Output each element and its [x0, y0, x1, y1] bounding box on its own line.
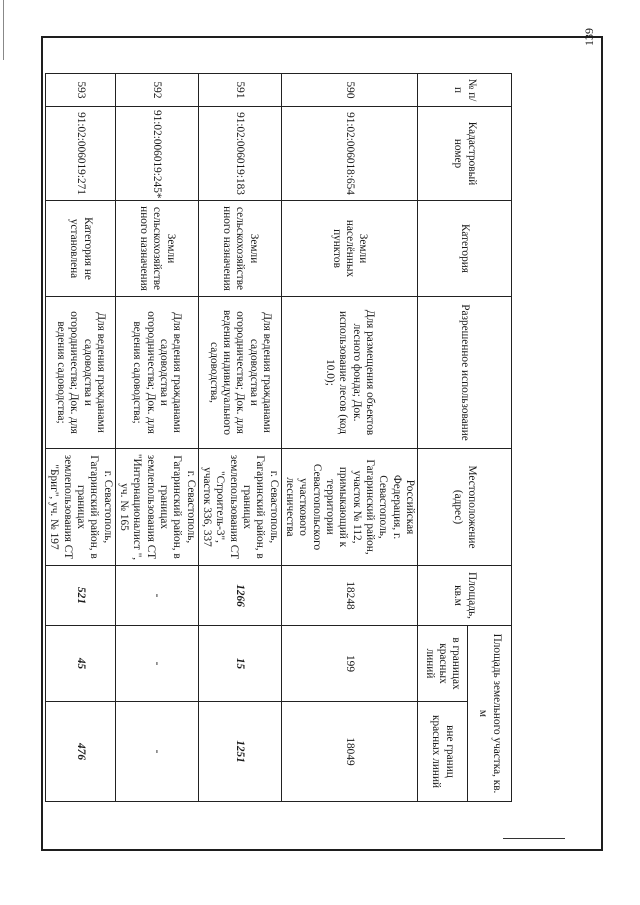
table-row	[281, 74, 417, 802]
land-plots-table	[45, 73, 512, 802]
cell-use: Для размещения объектов лесного фонда; Док. использование лесов (код 10.0);	[281, 297, 417, 449]
header-category: Категория	[418, 201, 512, 297]
cell-category: Земли населённых пунктов	[281, 201, 417, 297]
cell-inside: 199	[281, 626, 417, 702]
page-number: 139	[582, 28, 596, 46]
cell-category: Категория не установлена	[46, 201, 116, 297]
cell-category: Земли сельскохозяйстве нного назначения	[198, 201, 281, 297]
table-row	[198, 74, 281, 802]
rotated-table-container	[48, 73, 512, 801]
header-permitted-use: Разрешенное использование	[418, 297, 512, 449]
cell-inside: 45	[46, 626, 116, 702]
cell-use: Для ведения гражданами садоводства и огородничества; Док. для ведения индивидуального садоводства,	[198, 297, 281, 449]
cell-cadastral: 91:02:006019:245*	[115, 107, 198, 201]
cell-num: 593	[46, 74, 116, 107]
scan-edge-line	[3, 0, 4, 60]
cell-use: Для ведения гражданами садоводства и огородничества; Док. для ведения садоводства;	[46, 297, 116, 449]
table-row	[115, 74, 198, 802]
cell-outside: -	[115, 702, 198, 802]
cell-location: Российская Федерация, г. Севастополь, Гагаринский район, участок № 112, примыкающий к территории Севастопольского участкового лесничества	[281, 449, 417, 566]
cell-cadastral: 91:02:006018:654	[281, 107, 417, 201]
cell-outside: 1251	[198, 702, 281, 802]
cell-area: -	[115, 566, 198, 626]
cell-use: Для ведения гражданами садоводства и огородничества; Док. для ведения садоводства;	[115, 297, 198, 449]
bottom-rule	[503, 838, 565, 839]
header-row	[468, 74, 512, 802]
header-location: Местоположение (адрес)	[418, 449, 512, 566]
cell-category: Земли сельскохозяйстве нного назначения	[115, 201, 198, 297]
cell-inside: 15	[198, 626, 281, 702]
cell-location: г. Севастополь, Гагаринский район, в границах землепользования СТ "Интернационалист ", уч. № 165	[115, 449, 198, 566]
cell-outside: 476	[46, 702, 116, 802]
cell-inside: -	[115, 626, 198, 702]
cell-area: 521	[46, 566, 116, 626]
cell-location: г. Севастополь, Гагаринский район, в границах землепользования СТ "Строитель-3", участок 336, 337	[198, 449, 281, 566]
header-inside-red-lines: в границах красных линий	[418, 626, 468, 702]
cell-num: 590	[281, 74, 417, 107]
cell-num: 591	[198, 74, 281, 107]
header-num: № п/п	[418, 74, 512, 107]
cell-cadastral: 91:02:006019:183	[198, 107, 281, 201]
table-row	[46, 74, 116, 802]
header-cadastral: Кадастровый номер	[418, 107, 512, 201]
cell-cadastral: 91:02:006019:271	[46, 107, 116, 201]
cell-num: 592	[115, 74, 198, 107]
header-land-area-group: Площадь земельного участка, кв. м	[468, 626, 512, 802]
header-area: Площадь, кв.м	[418, 566, 512, 626]
cell-area: 18248	[281, 566, 417, 626]
cell-area: 1266	[198, 566, 281, 626]
cell-outside: 18049	[281, 702, 417, 802]
cell-location: г. Севастополь, Гагаринский район, в границах землепользования СТ "Бриг", уч. № 197	[46, 449, 116, 566]
header-outside-red-lines: вне границ красных линий	[418, 702, 468, 802]
